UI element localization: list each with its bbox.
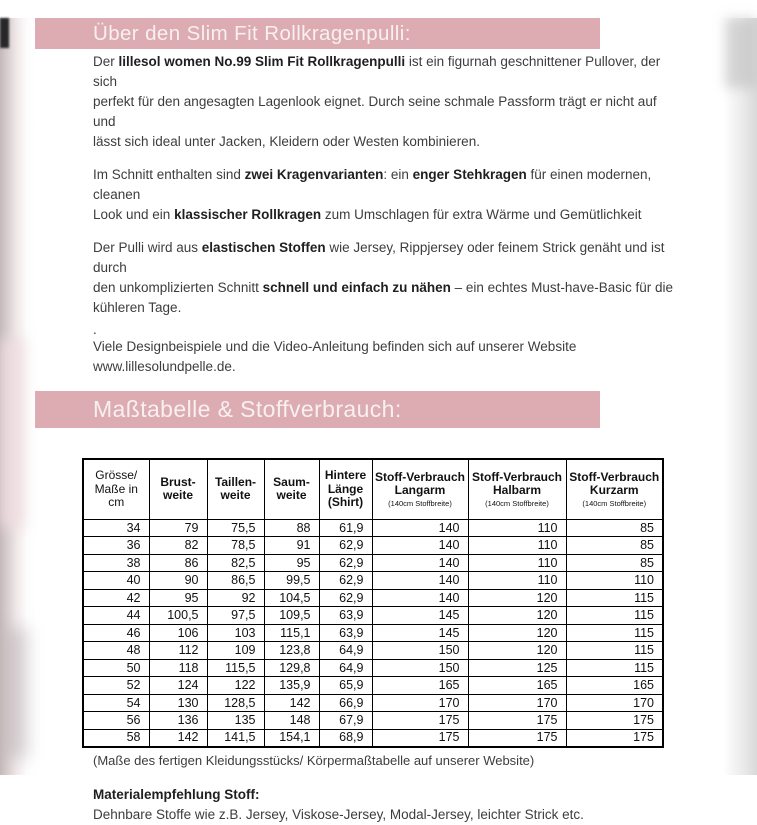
table-cell: 142: [264, 694, 319, 712]
table-cell: 85: [566, 554, 663, 572]
text-span: wie Jersey, Rippjersey oder feinem Strick genäht und ist durch: [93, 240, 665, 275]
text-span: für einen modernen, cleanen: [93, 167, 652, 202]
table-row: [83, 589, 663, 607]
table-cell: 97,5: [207, 607, 264, 625]
table-cell: 82: [149, 537, 207, 555]
table-cell: 68,9: [319, 729, 372, 747]
text-span: lässt sich ideal unter Jacken, Kleidern oder Westen kombinieren.: [93, 134, 480, 149]
table-cell: 135: [207, 712, 264, 730]
paragraph: [93, 52, 675, 152]
table-cell: 175: [566, 712, 663, 730]
table-cell: 46: [83, 624, 149, 642]
table-cell: 115: [566, 624, 663, 642]
table-cell: 125: [468, 659, 566, 677]
table-cell: 120: [468, 589, 566, 607]
column-header: Grösse/ Maße in cm: [83, 459, 149, 519]
page-edge-right: [723, 18, 757, 775]
table-cell: 106: [149, 624, 207, 642]
text-span: ist ein figurnah geschnittener Pullover, der sich: [93, 54, 661, 89]
table-cell: 95: [149, 589, 207, 607]
table-cell: 86,5: [207, 572, 264, 590]
table-cell: 110: [468, 519, 566, 537]
table-cell: 110: [468, 554, 566, 572]
table-cell: 44: [83, 607, 149, 625]
table-row: [83, 572, 663, 590]
table-cell: 109: [207, 642, 264, 660]
table-cell: 110: [566, 572, 663, 590]
table-cell: 122: [207, 677, 264, 695]
table-cell: 65,9: [319, 677, 372, 695]
bold-text-span: lillesol women No.99 Slim Fit Rollkragenpulli: [118, 54, 406, 69]
text-span: – ein echtes Must-have-Basic für die: [450, 280, 673, 295]
table-cell: 115: [566, 659, 663, 677]
table-cell: 86: [149, 554, 207, 572]
column-header-subnote: (140cm Stoffbreite): [388, 498, 452, 508]
table-caption: (Maße des fertigen Kleidungsstücks/ Körpermaßtabelle auf unserer Website): [93, 752, 535, 768]
table-cell: 56: [83, 712, 149, 730]
table-cell: 78,5: [207, 537, 264, 555]
column-header: Saum- weite: [264, 459, 319, 519]
table-cell: 85: [566, 519, 663, 537]
table-cell: 115: [566, 607, 663, 625]
table-cell: 58: [83, 729, 149, 747]
table-row: [83, 677, 663, 695]
scan-smudge-top-left: [0, 18, 9, 48]
table-cell: 142: [149, 729, 207, 747]
table-cell: 175: [566, 729, 663, 747]
table-row: [83, 642, 663, 660]
column-header: Hintere Länge (Shirt): [319, 459, 372, 519]
size-table: [82, 458, 664, 748]
bold-text-span: zwei Kragenvarianten: [244, 167, 384, 182]
table-cell: 91: [264, 537, 319, 555]
table-cell: 120: [468, 642, 566, 660]
bold-text-span: schnell und einfach zu nähen: [262, 280, 451, 295]
table-cell: 38: [83, 554, 149, 572]
size-section-banner: [35, 391, 600, 428]
text-span: : ein: [383, 167, 413, 182]
text-span: kühleren Tage.: [93, 300, 182, 315]
table-cell: 175: [468, 712, 566, 730]
column-header-subnote: (140cm Stoffbreite): [485, 498, 549, 508]
table-cell: 36: [83, 537, 149, 555]
about-section-heading: Über den Slim Fit Rollkragenpulli:: [93, 21, 411, 45]
text-span: .: [93, 322, 97, 337]
table-cell: 154,1: [264, 729, 319, 747]
paragraph: [93, 337, 675, 377]
table-row: [83, 694, 663, 712]
table-cell: 34: [83, 519, 149, 537]
table-cell: 118: [149, 659, 207, 677]
size-section-heading: Maßtabelle & Stoffverbrauch:: [93, 396, 402, 422]
table-cell: 145: [372, 624, 468, 642]
material-text: Dehnbare Stoffe wie z.B. Jersey, Viskose-Jersey, Modal-Jersey, leichter Strick etc.: [93, 806, 584, 822]
table-cell: 48: [83, 642, 149, 660]
table-cell: 140: [372, 537, 468, 555]
about-section-banner: [35, 18, 600, 49]
table-cell: 145: [372, 607, 468, 625]
table-cell: 100,5: [149, 607, 207, 625]
table-row: [83, 554, 663, 572]
table-row: [83, 624, 663, 642]
table-cell: 62,9: [319, 572, 372, 590]
column-header: Stoff-Verbrauch Langarm (140cm Stoffbreite): [372, 459, 468, 519]
table-cell: 40: [83, 572, 149, 590]
table-cell: 115,1: [264, 624, 319, 642]
table-cell: 95: [264, 554, 319, 572]
bold-text-span: klassischer Rollkragen: [174, 207, 322, 222]
table-cell: 140: [372, 589, 468, 607]
table-cell: 54: [83, 694, 149, 712]
scan-smudge-left-middle: [0, 338, 24, 528]
table-cell: 150: [372, 642, 468, 660]
table-cell: 63,9: [319, 607, 372, 625]
material-heading: Materialempfehlung Stoff:: [93, 786, 260, 802]
size-table-body: [83, 519, 663, 747]
material-section: [93, 785, 757, 825]
scan-smudge-left-bottom: [0, 628, 28, 758]
table-cell: 103: [207, 624, 264, 642]
scan-smudge-top-right: [725, 18, 757, 88]
table-row: [83, 607, 663, 625]
paragraph: [93, 238, 675, 318]
text-span: www.lillesolundpelle.de.: [93, 359, 236, 374]
table-cell: 52: [83, 677, 149, 695]
table-cell: 124: [149, 677, 207, 695]
table-row: [83, 519, 663, 537]
table-cell: 110: [468, 572, 566, 590]
table-cell: 62,9: [319, 537, 372, 555]
table-cell: 140: [372, 519, 468, 537]
table-cell: 115: [566, 642, 663, 660]
table-row: [83, 659, 663, 677]
table-cell: 115,5: [207, 659, 264, 677]
table-cell: 99,5: [264, 572, 319, 590]
column-header: Brust- weite: [149, 459, 207, 519]
table-cell: 64,9: [319, 642, 372, 660]
table-cell: 123,8: [264, 642, 319, 660]
text-span: Viele Designbeispiele und die Video-Anleitung befinden sich auf unserer Website: [93, 339, 577, 354]
table-cell: 67,9: [319, 712, 372, 730]
table-cell: 50: [83, 659, 149, 677]
table-cell: 62,9: [319, 589, 372, 607]
table-cell: 175: [468, 729, 566, 747]
column-header: Stoff-Verbrauch Kurzarm (140cm Stoffbreite): [566, 459, 663, 519]
text-span: perfekt für den angesagten Lagenlook eignet. Durch seine schmale Passform trägt er nicht auf und: [93, 94, 657, 129]
text-span: den unkomplizierten Schnitt: [93, 280, 263, 295]
table-cell: 140: [372, 554, 468, 572]
text-span: zum Umschlagen für extra Wärme und Gemütlichkeit: [321, 207, 642, 222]
table-cell: 75,5: [207, 519, 264, 537]
table-cell: 112: [149, 642, 207, 660]
table-cell: 88: [264, 519, 319, 537]
table-cell: 170: [372, 694, 468, 712]
table-cell: 62,9: [319, 554, 372, 572]
table-cell: 141,5: [207, 729, 264, 747]
table-cell: 165: [468, 677, 566, 695]
paragraph: [93, 323, 675, 337]
table-cell: 165: [372, 677, 468, 695]
bold-text-span: enger Stehkragen: [412, 167, 527, 182]
table-cell: 128,5: [207, 694, 264, 712]
table-cell: 175: [372, 729, 468, 747]
column-header-subnote: (140cm Stoffbreite): [582, 498, 647, 508]
text-span: Look und ein: [93, 207, 175, 222]
table-row: [83, 729, 663, 747]
paragraph: [93, 165, 675, 225]
table-cell: 64,9: [319, 659, 372, 677]
table-cell: 82,5: [207, 554, 264, 572]
table-cell: 130: [149, 694, 207, 712]
table-cell: 175: [372, 712, 468, 730]
table-cell: 165: [566, 677, 663, 695]
text-span: Im Schnitt enthalten sind: [93, 167, 245, 182]
table-cell: 140: [372, 572, 468, 590]
column-header: Taillen- weite: [207, 459, 264, 519]
table-cell: 148: [264, 712, 319, 730]
bold-text-span: elastischen Stoffen: [201, 240, 326, 255]
table-cell: 120: [468, 624, 566, 642]
text-span: Der Pulli wird aus: [93, 240, 202, 255]
table-cell: 63,9: [319, 624, 372, 642]
table-cell: 135,9: [264, 677, 319, 695]
table-cell: 120: [468, 607, 566, 625]
table-cell: 110: [468, 537, 566, 555]
table-cell: 79: [149, 519, 207, 537]
table-cell: 150: [372, 659, 468, 677]
table-cell: 170: [566, 694, 663, 712]
table-cell: 170: [468, 694, 566, 712]
table-cell: 66,9: [319, 694, 372, 712]
table-cell: 129,8: [264, 659, 319, 677]
text-span: Der: [93, 54, 119, 69]
size-table-header-row: [83, 459, 663, 519]
table-cell: 92: [207, 589, 264, 607]
table-cell: 85: [566, 537, 663, 555]
table-cell: 109,5: [264, 607, 319, 625]
table-cell: 61,9: [319, 519, 372, 537]
table-cell: 42: [83, 589, 149, 607]
table-row: [83, 537, 663, 555]
table-cell: 104,5: [264, 589, 319, 607]
table-cell: 136: [149, 712, 207, 730]
table-row: [83, 712, 663, 730]
column-header: Stoff-Verbrauch Halbarm (140cm Stoffbreite): [468, 459, 566, 519]
table-cell: 115: [566, 589, 663, 607]
about-paragraphs: [93, 52, 675, 377]
table-cell: 90: [149, 572, 207, 590]
